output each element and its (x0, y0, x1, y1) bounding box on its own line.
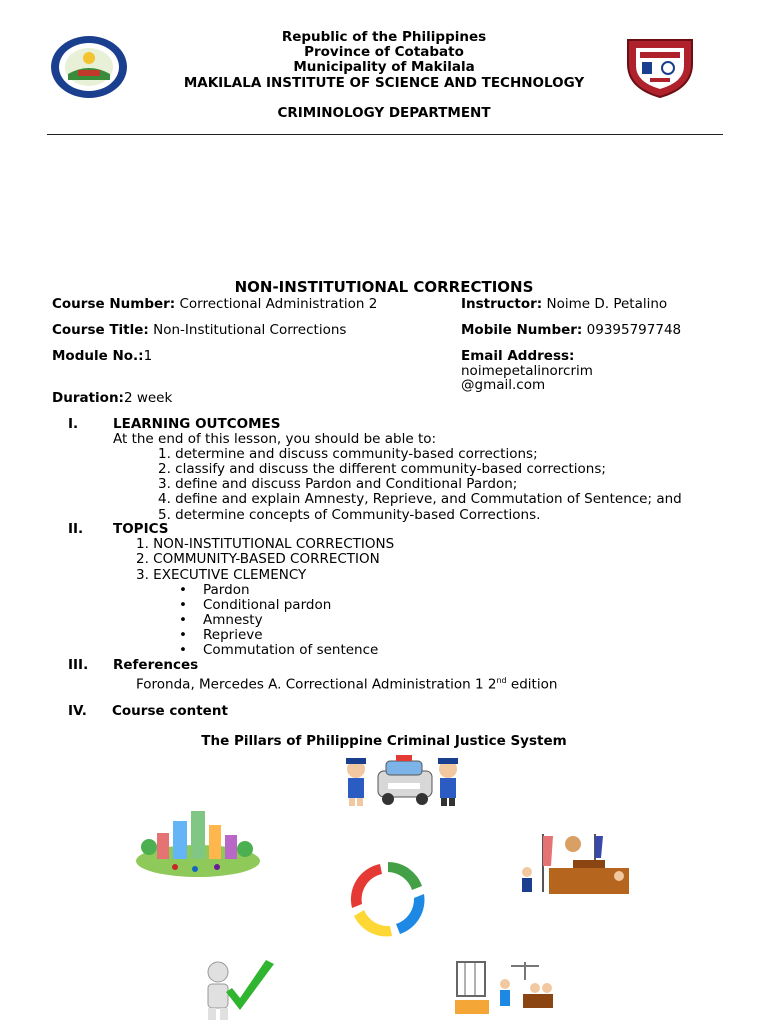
course-number-label: Course Number: (52, 296, 176, 312)
bullet-icon: • (179, 612, 187, 628)
instructor-field (461, 297, 667, 312)
instructor-value: Noime D. Petalino (546, 296, 668, 312)
course-number-value: Correctional Administration 2 (179, 296, 378, 312)
duration-field (52, 391, 172, 406)
module-field (52, 349, 152, 364)
list-item: 5. determine concepts of Community-based Corrections. (158, 507, 541, 523)
list-item: • Conditional pardon (179, 597, 332, 613)
header-department: CRIMINOLOGY DEPARTMENT (277, 105, 491, 121)
header-divider (47, 134, 723, 135)
bullet-icon: • (179, 627, 187, 643)
header-institute: MAKILALA INSTITUTE OF SCIENCE AND TECHNOLOGY (183, 75, 585, 91)
section-number: IV. (68, 703, 87, 719)
list-item: 2. classify and discuss the different community-based corrections; (158, 461, 606, 477)
header-municipality: Municipality of Makilala (293, 59, 475, 75)
court-icon (513, 832, 637, 898)
pillars-heading: The Pillars of Philippine Criminal Justice System (201, 733, 567, 749)
list-item: • Commutation of sentence (179, 642, 379, 658)
module-value: 1 (143, 348, 153, 364)
section-number: III. (68, 657, 89, 673)
list-item: 1. determine and discuss community-based corrections; (158, 446, 538, 462)
course-number-field (52, 297, 377, 312)
checkmark-icon (196, 958, 278, 1020)
duration-value: 2 week (123, 390, 173, 406)
community-city-icon (135, 803, 261, 881)
bullet-icon: • (179, 582, 187, 598)
mobile-value: 09395797748 (586, 322, 682, 338)
section-title: Course content (112, 703, 228, 719)
section-title: References (113, 657, 199, 673)
cycle-arrows-icon (342, 858, 434, 940)
list-item: 3. define and discuss Pardon and Conditional Pardon; (158, 476, 518, 492)
course-title-value: Non-Institutional Corrections (153, 322, 347, 338)
reference-superscript: nd (496, 676, 507, 685)
list-item: 3. EXECUTIVE CLEMENCY (136, 567, 307, 583)
course-title-field (52, 323, 346, 338)
list-item: 1. NON-INSTITUTIONAL CORRECTIONS (136, 536, 395, 552)
reference-entry: Foronda, Mercedes A. Correctional Administration 1 2nd edition (136, 676, 558, 693)
section-title: LEARNING OUTCOMES (113, 416, 281, 432)
list-item: 4. define and explain Amnesty, Reprieve, and Commutation of Sentence; and (158, 491, 682, 507)
list-item: • Pardon (179, 582, 250, 598)
bullet-icon: • (179, 642, 187, 658)
instructor-label: Instructor: (461, 296, 543, 312)
section-number: II. (68, 521, 84, 537)
mobile-field (461, 323, 681, 338)
email-value-line1: noimepetalinorcrim (461, 363, 593, 379)
list-item: • Reprieve (179, 627, 263, 643)
email-label: Email Address: (461, 348, 575, 364)
law-justice-icon (447, 958, 559, 1020)
police-car-icon (336, 753, 466, 811)
section-title: TOPICS (113, 521, 169, 537)
mobile-label: Mobile Number: (461, 322, 583, 338)
header-republic: Republic of the Philippines (281, 29, 487, 45)
email-value-line2: @gmail.com (461, 377, 546, 393)
bullet-icon: • (179, 597, 187, 613)
list-item: • Amnesty (179, 612, 263, 628)
course-title-label: Course Title: (52, 322, 149, 338)
list-item: 2. COMMUNITY-BASED CORRECTION (136, 551, 380, 567)
module-label: Module No.: (52, 348, 144, 364)
document-title: NON-INSTITUTIONAL CORRECTIONS (234, 278, 534, 296)
learning-intro: At the end of this lesson, you should be able to: (113, 431, 437, 447)
section-number: I. (68, 416, 79, 432)
header-province: Province of Cotabato (304, 44, 464, 60)
duration-label: Duration: (52, 390, 124, 406)
